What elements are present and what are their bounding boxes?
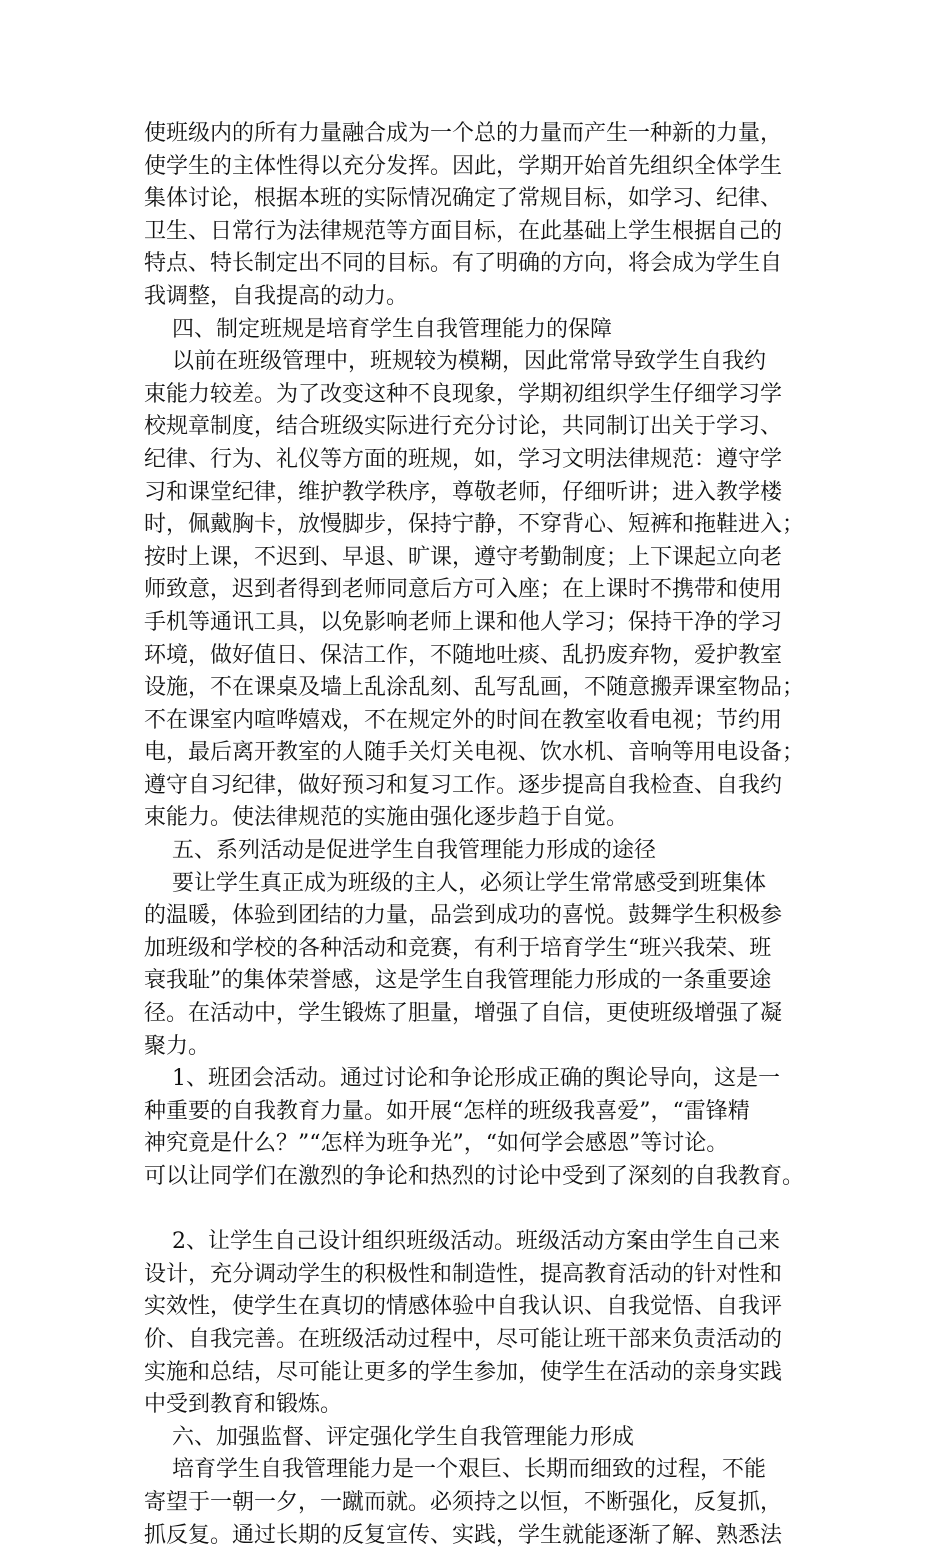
- text-line: 1、班团会活动。通过讨论和争论形成正确的舆论导向，这是一: [144, 1066, 780, 1092]
- text-line: 衰我耻”的集体荣誉感，这是学生自我管理能力形成的一条重要途: [144, 968, 772, 994]
- text-line: 抓反复。通过长期的反复宣传、实践，学生就能逐渐了解、熟悉法: [144, 1522, 783, 1548]
- text-line: 加班级和学校的各种活动和竞赛，有利于培育学生“班兴我荣、班: [144, 935, 772, 961]
- text-line: 培育学生自我管理能力是一个艰巨、长期而细致的过程，不能: [144, 1457, 766, 1483]
- text-line: 实施和总结，尽可能让更多的学生参加，使学生在活动的亲身实践: [144, 1359, 783, 1385]
- text-line: 环境，做好值日、保洁工作，不随地吐痰、乱扔废弃物，爱护教室: [144, 642, 783, 668]
- text-line: 要让学生真正成为班级的主人，必须让学生常常感受到班集体: [144, 870, 766, 896]
- text-line: 特点、特长制定出不同的目标。有了明确的方向，将会成为学生自: [144, 251, 783, 277]
- text-line: 习和课堂纪律，维护教学秩序，尊敬老师，仔细听讲；进入教学楼: [144, 479, 783, 505]
- text-line: 2、让学生自己设计组织班级活动。班级活动方案由学生自己来: [144, 1229, 780, 1255]
- text-line: 时，佩戴胸卡，放慢脚步，保持宁静，不穿背心、短裤和拖鞋进入；: [144, 512, 805, 538]
- text-line: 束能力。使法律规范的实施由强化逐步趋于自觉。: [144, 805, 629, 831]
- text-line: 手机等通讯工具，以免影响老师上课和他人学习；保持干净的学习: [144, 609, 783, 635]
- text-line: 使学生的主体性得以充分发挥。因此，学期开始首先组织全体学生: [144, 153, 783, 179]
- text-line: 卫生、日常行为法律规范等方面目标，在此基础上学生根据自己的: [144, 218, 783, 244]
- text-line: 聚力。: [144, 1033, 211, 1059]
- text-line: 纪律、行为、礼仪等方面的班规，如，学习文明法律规范：遵守学: [144, 446, 783, 472]
- text-line: 束能力较差。为了改变这种不良现象，学期初组织学生仔细学习学: [144, 381, 783, 407]
- text-line: 电，最后离开教室的人随手关灯关电视、饮水机、音响等用电设备；: [144, 740, 805, 766]
- text-line: 五、系列活动是促进学生自我管理能力形成的途径: [144, 838, 656, 864]
- text-line: 种重要的自我教育力量。如开展“怎样的班级我喜爱”，“雷锋精: [144, 1098, 750, 1124]
- text-line: 实效性，使学生在真切的情感体验中自我认识、自我觉悟、自我评: [144, 1294, 783, 1320]
- text-line: 集体讨论，根据本班的实际情况确定了常规目标，如学习、纪律、: [144, 186, 783, 212]
- text-line: 四、制定班规是培育学生自我管理能力的保障: [144, 316, 612, 342]
- text-line: 中受到教育和锻炼。: [144, 1392, 343, 1418]
- text-line: 我调整，自我提高的动力。: [144, 283, 409, 309]
- text-line: 寄望于一朝一夕，一蹴而就。必须持之以恒，不断强化，反复抓，: [144, 1489, 783, 1515]
- body-text: [144, 118, 810, 1552]
- text-line: 使班级内的所有力量融合成为一个总的力量而产生一种新的力量，: [144, 121, 783, 146]
- text-line: 的温暖，体验到团结的力量，品尝到成功的喜悦。鼓舞学生积极参: [144, 903, 783, 929]
- text-line: 六、加强监督、评定强化学生自我管理能力形成: [144, 1424, 634, 1450]
- text-line: 遵守自习纪律，做好预习和复习工作。逐步提高自我检查、自我约: [144, 772, 783, 798]
- text-line: 可以让同学们在激烈的争论和热烈的讨论中受到了深刻的自我教育。: [144, 1164, 805, 1189]
- text-line: 以前在班级管理中，班规较为模糊，因此常常导致学生自我约: [144, 349, 766, 375]
- text-line: 神究竟是什么？”“怎样为班争光”，“如何学会感恩”等讨论。: [144, 1131, 729, 1157]
- blank-line: [144, 1194, 810, 1227]
- text-line: 不在课室内喧哗嬉戏，不在规定外的时间在教室收看电视；节约用: [144, 707, 783, 733]
- text-line: 按时上课，不迟到、早退、旷课，遵守考勤制度；上下课起立向老: [144, 544, 783, 570]
- text-line: 设施，不在课桌及墙上乱涂乱刻、乱写乱画，不随意搬弄课室物品；: [144, 675, 805, 701]
- text-line: 径。在活动中，学生锻炼了胆量，增强了自信，更使班级增强了凝: [144, 1001, 783, 1027]
- text-line: 设计，充分调动学生的积极性和制造性，提高教育活动的针对性和: [144, 1261, 783, 1287]
- text-line: 校规章制度，结合班级实际进行充分讨论，共同制订出关于学习、: [144, 414, 783, 440]
- text-line: 师致意，迟到者得到老师同意后方可入座；在上课时不携带和使用: [144, 577, 783, 603]
- text-line: 价、自我完善。在班级活动过程中，尽可能让班干部来负责活动的: [144, 1326, 783, 1352]
